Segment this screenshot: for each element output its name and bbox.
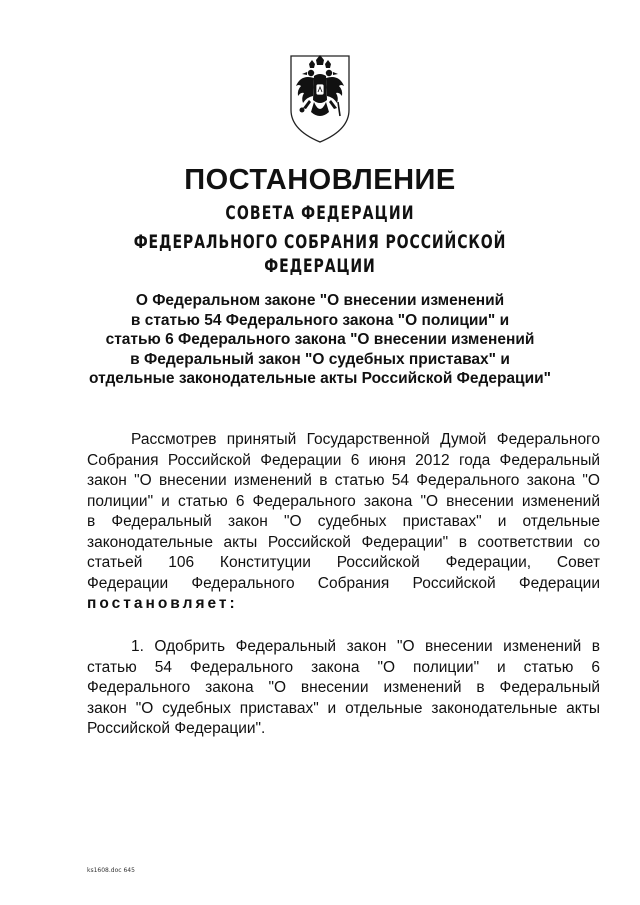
law-title-line: отдельные законодательные акты Российской Федерации" <box>88 370 551 387</box>
decision-word: постановляет: <box>87 595 238 612</box>
file-reference: ks1608.doc 645 <box>87 867 135 874</box>
paragraph-line: закон "О внесении изменений в статью 54 Федерального закона "О <box>87 472 600 489</box>
paragraph-line: Рассмотрев принятый Государственной Думой Федерального <box>131 431 600 448</box>
document-title: ПОСТАНОВЛЕНИЕ <box>184 164 456 196</box>
issuer-name: СОВЕТА ФЕДЕРАЦИИ <box>225 202 415 224</box>
law-title-line: О Федеральном законе "О внесении изменений <box>135 292 505 309</box>
paragraph-line: Собрания Российской Федерации 6 июня 2012 года Федеральный <box>87 451 600 469</box>
law-title <box>0 291 640 389</box>
paragraph-line: законодательные акты Российской Федерации" в соответствии со <box>87 533 600 551</box>
resolution-item-1 <box>87 637 600 740</box>
law-title-line: в статью 54 Федерального закона "О полиции" и <box>130 311 510 329</box>
law-title-line: статью 6 Федерального закона "О внесении изменений <box>105 331 535 348</box>
law-title-line: в Федеральный закон "О судебных приставах" и <box>130 350 510 368</box>
paragraph-line: Федерального закона "О внесении изменений в Федеральный <box>87 679 600 696</box>
issuer-parent-body: ФЕДЕРАЛЬНОГО СОБРАНИЯ РОССИЙСКОЙ ФЕДЕРАЦИИ <box>133 231 507 277</box>
paragraph-line: Российской Федерации". <box>87 720 266 737</box>
paragraph-line: 1. Одобрить Федеральный закон "О внесении изменений в <box>131 638 600 655</box>
paragraph-line: в Федеральный закон "О судебных приставах" и отдельные <box>87 513 600 530</box>
paragraph-line: статьей 106 Конституции Российской Федерации, Совет <box>87 554 600 571</box>
paragraph-line: закон "О судебных приставах" и отдельные законодательные акты <box>87 699 600 717</box>
paragraph-line: полиции" и статью 6 Федерального закона "О внесении изменений <box>87 492 600 510</box>
paragraph-line: статью 54 Федерального закона "О полиции" и статью 6 <box>87 658 600 676</box>
paragraph-line: Федерации Федерального Собрания Российской Федерации <box>87 574 600 592</box>
coat-of-arms-icon <box>287 50 353 146</box>
preamble-paragraph <box>87 430 600 615</box>
